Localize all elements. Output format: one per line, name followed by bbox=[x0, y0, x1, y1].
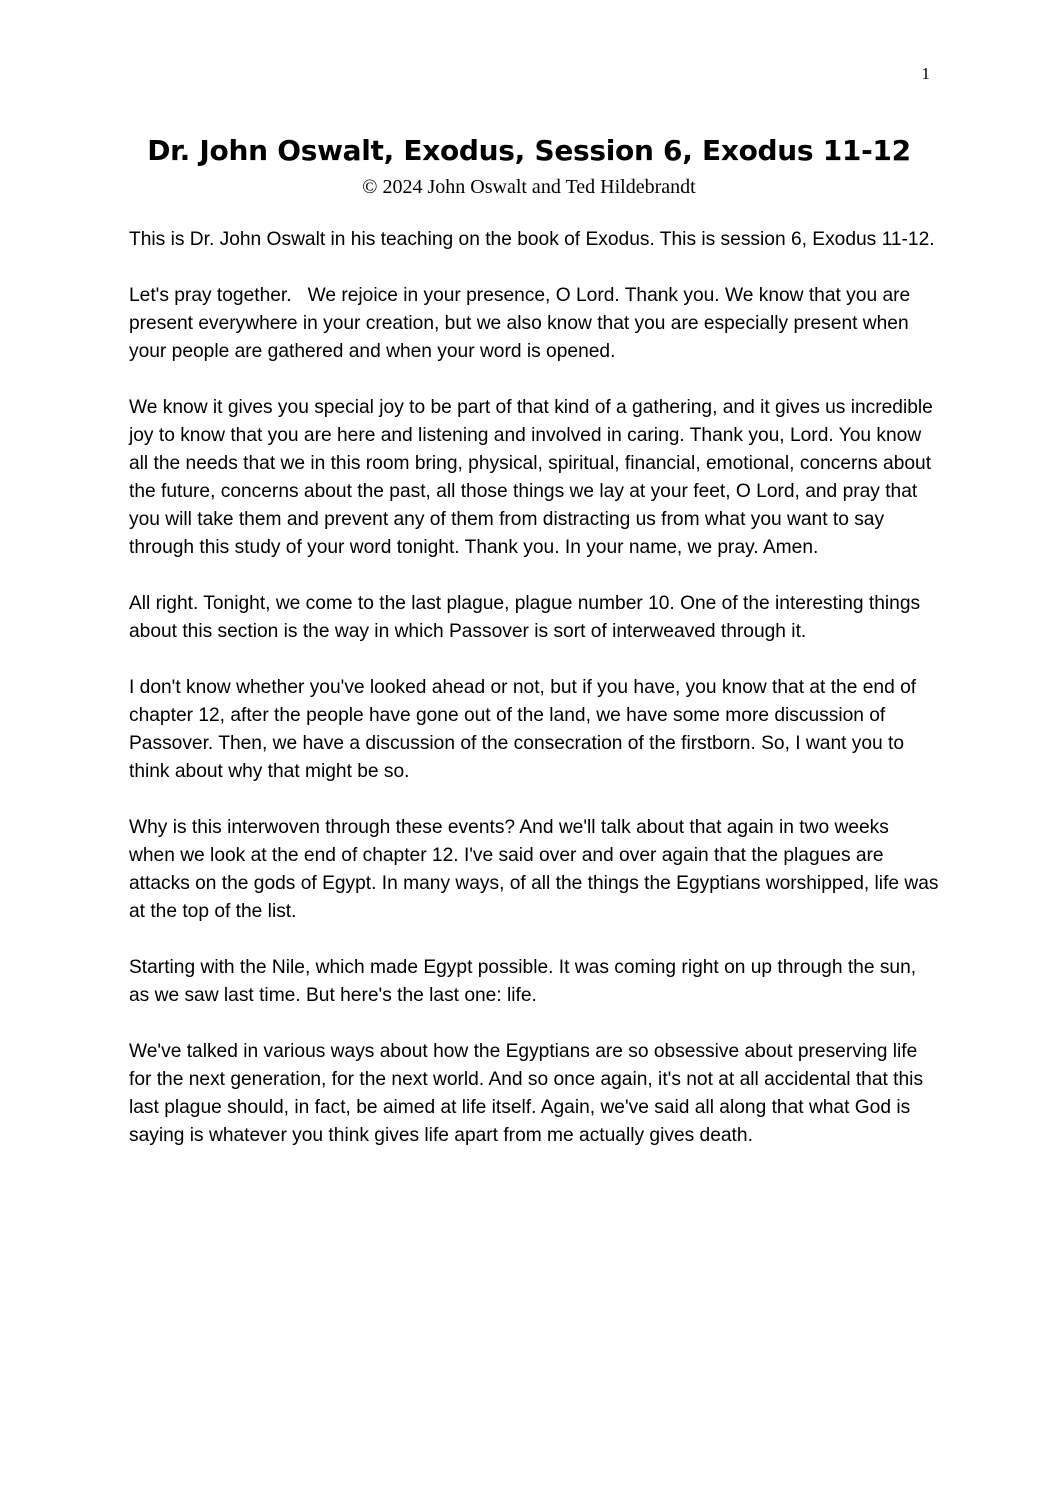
paragraph-passover-discussion: I don't know whether you've looked ahead or not, but if you have, you know that at the end of chapter 12, after the people have gone out of the land, we have some more discussion of Passover. Then, we have a discussion of the consecration of the firstborn. So, I want you to think about why that might be so. bbox=[129, 677, 922, 782]
paragraph-intro: This is Dr. John Oswalt in his teaching on the book of Exodus. This is session 6, Exodus 11-12. bbox=[129, 229, 935, 250]
copyright-line: © 2024 John Oswalt and Ted Hildebrandt bbox=[362, 176, 696, 198]
paragraph-last-plague: All right. Tonight, we come to the last plague, plague number 10. One of the interesting things about this section is the way in which Passover is sort of interweaved through it. bbox=[129, 593, 926, 642]
paragraph-interwoven: Why is this interwoven through these events? And we'll talk about that again in two weeks when we look at the end of chapter 12. I've said over and over again that the plagues are attacks on the gods of Egypt. In many ways, of all the things the Egyptians worshipped, life was at the top of the list. bbox=[129, 817, 944, 922]
document-title: Dr. John Oswalt, Exodus, Session 6, Exodus 11-12 bbox=[147, 134, 911, 167]
page-number: 1 bbox=[921, 64, 930, 83]
paragraph-prayer-opening: Let's pray together. We rejoice in your presence, O Lord. Thank you. We know that you are present everywhere in your creation, but we also know that you are especially present when your people are gathered and when your word is opened. bbox=[129, 285, 916, 362]
paragraph-nile: Starting with the Nile, which made Egypt possible. It was coming right on up through the sun, as we saw last time. But here's the last one: life. bbox=[129, 957, 922, 1006]
paragraph-life-death: We've talked in various ways about how the Egyptians are so obsessive about preserving life for the next generation, for the next world. And so once again, it's not at all accidental that this last plague should, in fact, be aimed at life itself. Again, we've said all along that what God is saying is whatever you think gives life apart from me actually gives death. bbox=[129, 1041, 929, 1146]
transcript-body bbox=[129, 226, 944, 1178]
paragraph-prayer-closing: We know it gives you special joy to be part of that kind of a gathering, and it gives us incredible joy to know that you are here and listening and involved in caring. Thank you, Lord. You know all the needs that we in this room bring, physical, spiritual, financial, emotional, concerns about the future, concerns about the past, all those things we lay at your feet, O Lord, and pray that you will take them and prevent any of them from distracting us from what you want to say through this study of your word tonight. Thank you. In your name, we pray. Amen. bbox=[129, 397, 939, 558]
